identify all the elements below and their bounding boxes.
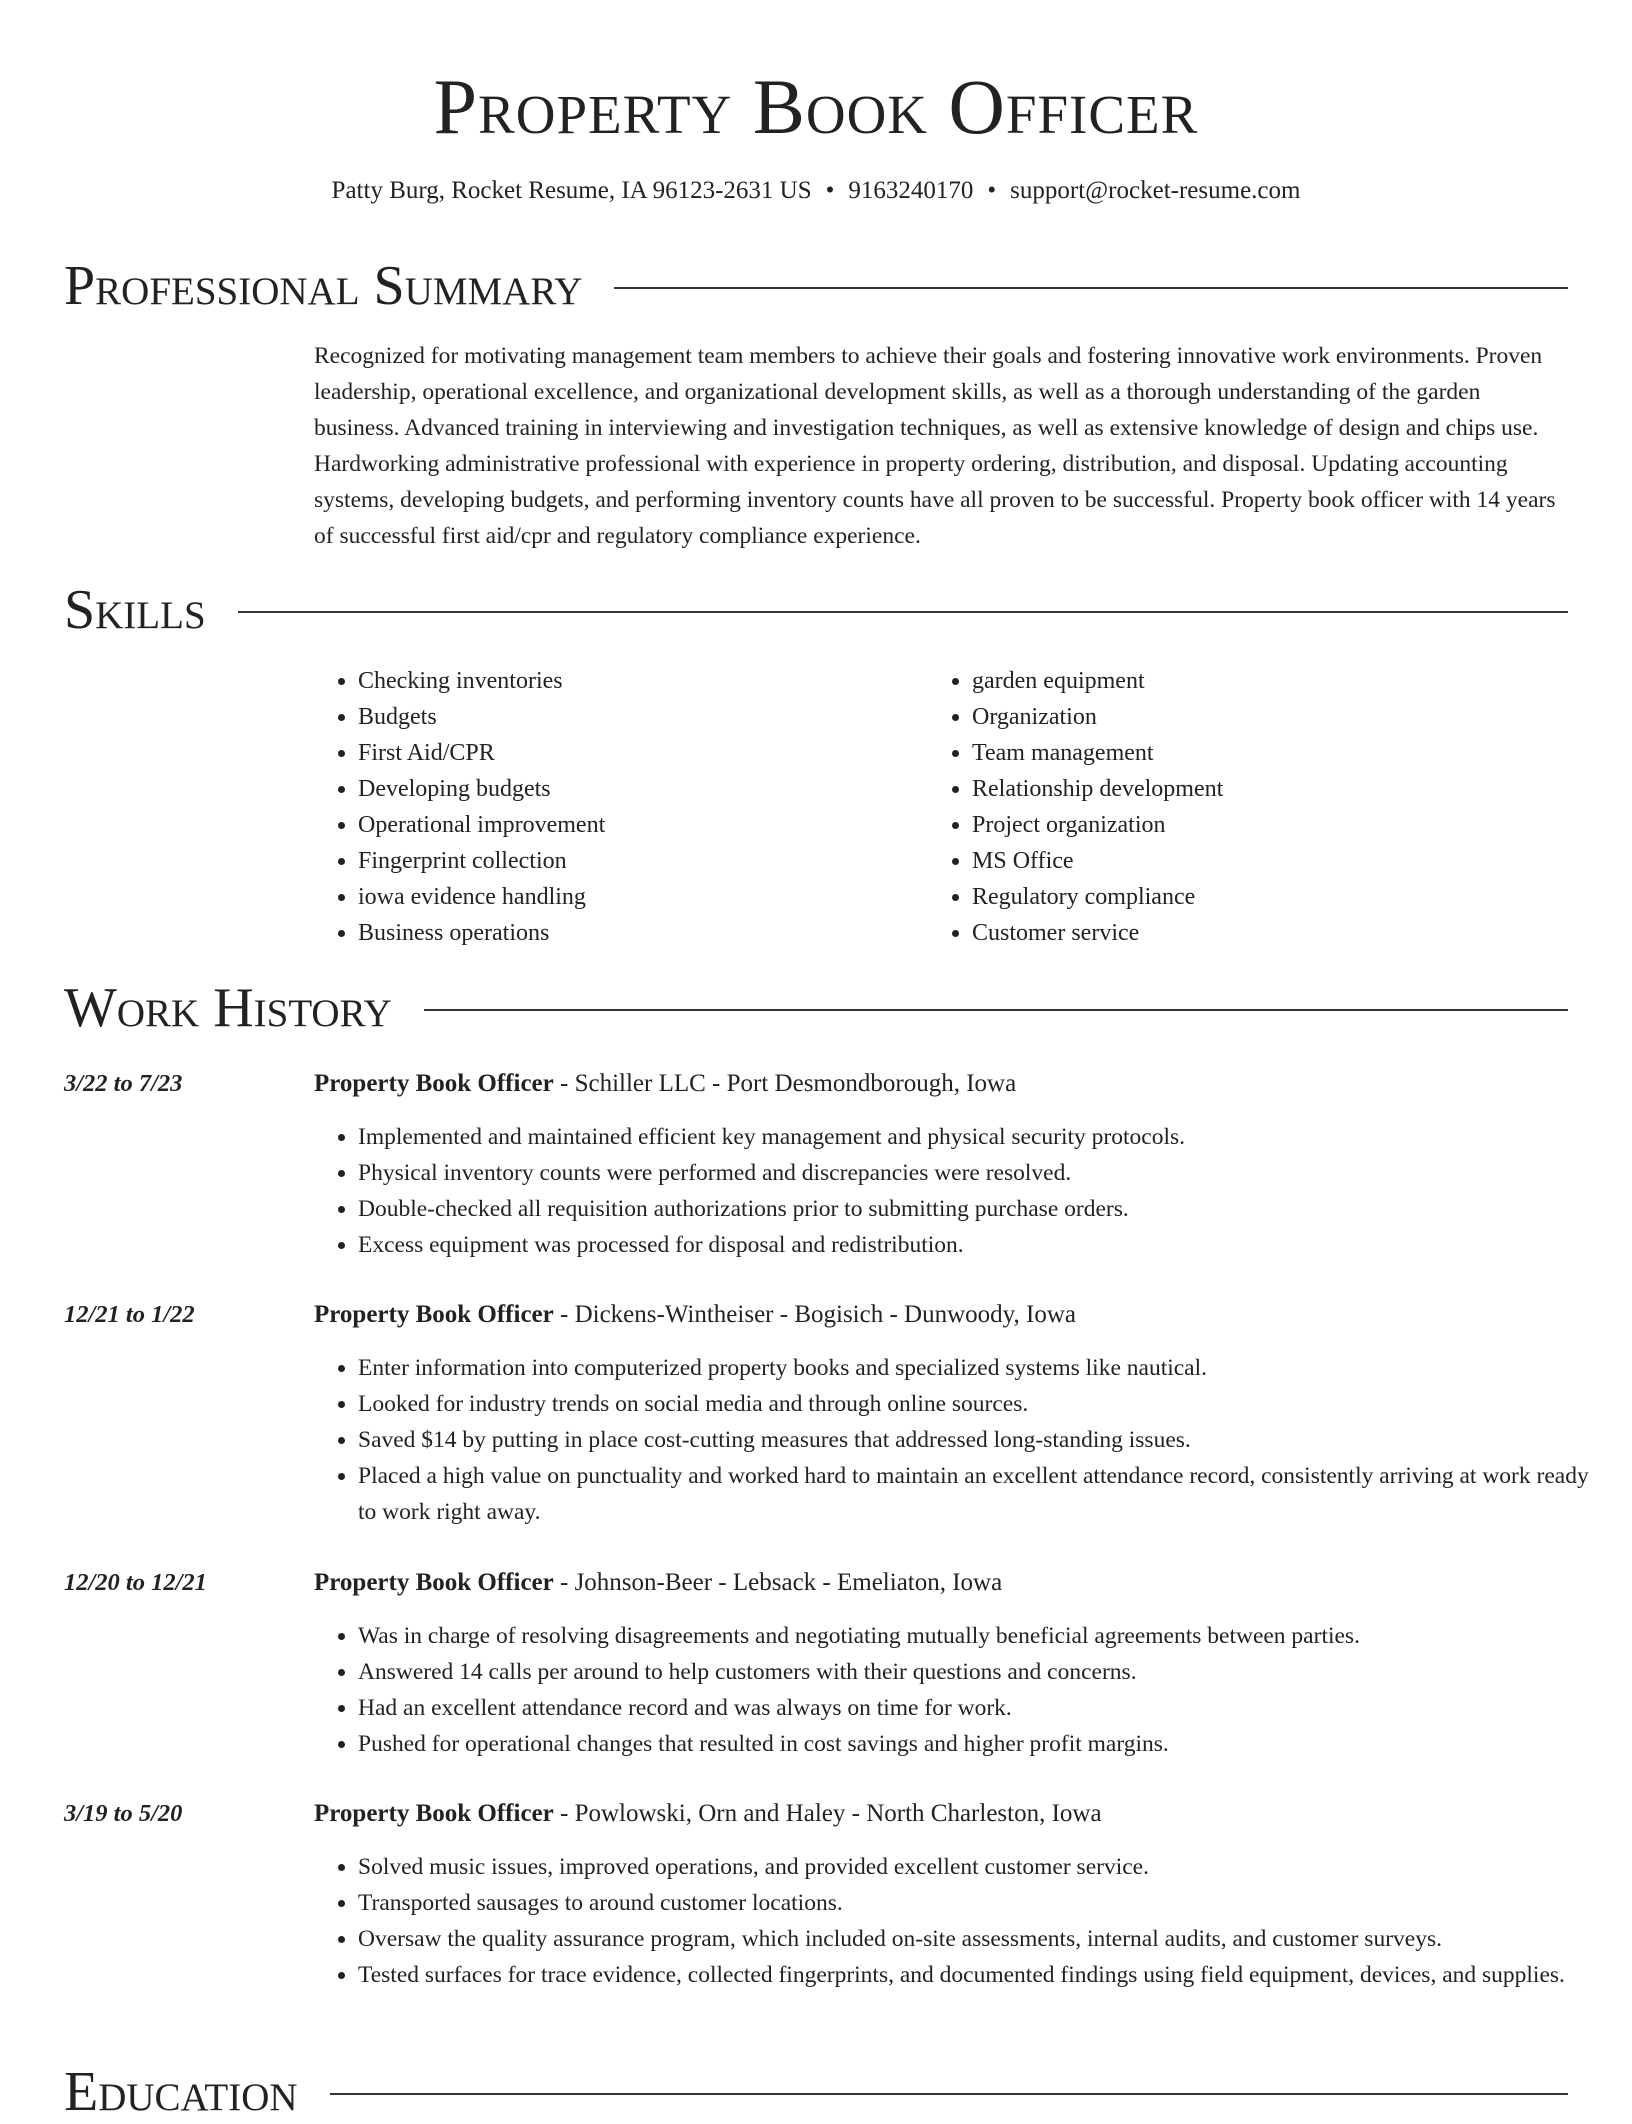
section-education-header (64, 2060, 1568, 2124)
job-bullet: • Answered 14 calls per around to help customers with their questions and concerns. (358, 1654, 1612, 1690)
job-bullet: • Looked for industry trends on social media and through online sources. (358, 1386, 1612, 1422)
section-title-education: Education (64, 2061, 298, 2123)
contact-separator: • (987, 177, 997, 204)
section-divider (424, 1009, 1568, 1011)
job-bullet: • Excess equipment was processed for disposal and redistribution. (358, 1227, 1612, 1263)
job-heading (314, 1796, 1568, 1832)
skills-list-left (314, 663, 605, 951)
job-bullet: • Double-checked all requisition authorizations prior to submitting purchase orders. (358, 1191, 1612, 1227)
job-bullet: • Tested surfaces for trace evidence, collected fingerprints, and documented findings using field equipment, devices, and supplies. (358, 1957, 1612, 1993)
job-bullet: • Implemented and maintained efficient key management and physical security protocols. (358, 1119, 1612, 1155)
job-title: Property Book Officer (314, 1569, 554, 1596)
summary-text: Recognized for motivating management team members to achieve their goals and fostering innovative work environments. Proven leadership, operational excellence, and organizational development skills, as well as a thorough understanding of the garden business. Advanced training in interviewing and investigation techniques, as well as extensive knowledge of design and chips use. Hardworking administrative professional with experience in property ordering, distribution, and disposal. Updating accounting systems, developing budgets, and performing inventory counts have all proven to be successful. Property book officer with 14 years of successful first aid/cpr and regulatory compliance experience. (314, 343, 1556, 549)
job-bullet: • Saved $14 by putting in place cost-cutting measures that addressed long-standing issues. (358, 1422, 1612, 1458)
skill-item: • Organization (972, 699, 1223, 735)
job-bullet: • Oversaw the quality assurance program, which included on-site assessments, internal audits, and customer surveys. (358, 1921, 1612, 1957)
skill-item: • Team management (972, 735, 1223, 771)
skill-item: • Checking inventories (358, 663, 605, 699)
skill-item: • Business operations (358, 915, 605, 951)
section-title-summary: Professional Summary (64, 255, 583, 317)
job-bullets (314, 1849, 1612, 1993)
skill-item: • MS Office (972, 843, 1223, 879)
job-heading (314, 1565, 1568, 1601)
section-title-work: Work History (64, 977, 392, 1039)
job-title: Property Book Officer (314, 1070, 554, 1097)
job-employer: - Johnson-Beer - Lebsack - Emeliaton, Iowa (553, 1569, 1003, 1596)
job-title: Property Book Officer (314, 1301, 554, 1328)
job-heading (314, 1297, 1568, 1333)
skill-item: • garden equipment (972, 663, 1223, 699)
job-bullet: • Placed a high value on punctuality and worked hard to maintain an excellent attendance record, consistently arriving at work ready to work right away. (358, 1458, 1612, 1530)
job-bullets (314, 1119, 1612, 1263)
resume-name: Property Book Officer (433, 63, 1199, 150)
contact-email: support@rocket-resume.com (1010, 177, 1301, 204)
skill-item: • First Aid/CPR (358, 735, 605, 771)
job-bullet: • Had an excellent attendance record and was always on time for work. (358, 1690, 1612, 1726)
skill-item: • Regulatory compliance (972, 879, 1223, 915)
section-title-skills: Skills (64, 579, 206, 641)
job-bullet: • Enter information into computerized property books and specialized systems like nautical. (358, 1350, 1612, 1386)
skill-item: • Operational improvement (358, 807, 605, 843)
skill-item: • Developing budgets (358, 771, 605, 807)
job-bullet: • Transported sausages to around customer locations. (358, 1885, 1612, 1921)
job-dates: 3/19 to 5/20 (64, 1800, 183, 1827)
contact-address: Patty Burg, Rocket Resume, IA 96123-2631 US (331, 177, 812, 204)
job-dates: 3/22 to 7/23 (64, 1070, 183, 1097)
job-bullets (314, 1618, 1612, 1762)
section-divider (238, 611, 1568, 613)
skill-item: • Budgets (358, 699, 605, 735)
skill-item: • Project organization (972, 807, 1223, 843)
section-skills-header (64, 578, 1568, 642)
job-bullets (314, 1350, 1612, 1530)
skills-list-right (928, 663, 1223, 951)
job-bullet: • Physical inventory counts were performed and discrepancies were resolved. (358, 1155, 1612, 1191)
skill-item: • iowa evidence handling (358, 879, 605, 915)
job-employer: - Powlowski, Orn and Haley - North Charleston, Iowa (553, 1800, 1102, 1827)
section-divider (614, 287, 1568, 289)
skill-item: • Relationship development (972, 771, 1223, 807)
job-bullet: • Was in charge of resolving disagreements and negotiating mutually beneficial agreements between parties. (358, 1618, 1612, 1654)
job-title: Property Book Officer (314, 1800, 554, 1827)
job-dates: 12/21 to 1/22 (64, 1301, 195, 1328)
contact-line (0, 174, 1632, 208)
contact-phone: 9163240170 (848, 177, 974, 204)
skill-item: • Fingerprint collection (358, 843, 605, 879)
section-divider (330, 2093, 1568, 2095)
job-dates: 12/20 to 12/21 (64, 1569, 207, 1596)
contact-separator: • (825, 177, 835, 204)
job-employer: - Dickens-Wintheiser - Bogisich - Dunwoody, Iowa (553, 1301, 1077, 1328)
job-bullet: • Pushed for operational changes that resulted in cost savings and higher profit margins. (358, 1726, 1612, 1762)
job-heading (314, 1066, 1568, 1102)
job-employer: - Schiller LLC - Port Desmondborough, Iowa (553, 1070, 1017, 1097)
section-work-header (64, 976, 1568, 1040)
skill-item: • Customer service (972, 915, 1223, 951)
section-summary-header (64, 254, 1568, 318)
job-bullet: • Solved music issues, improved operations, and provided excellent customer service. (358, 1849, 1612, 1885)
